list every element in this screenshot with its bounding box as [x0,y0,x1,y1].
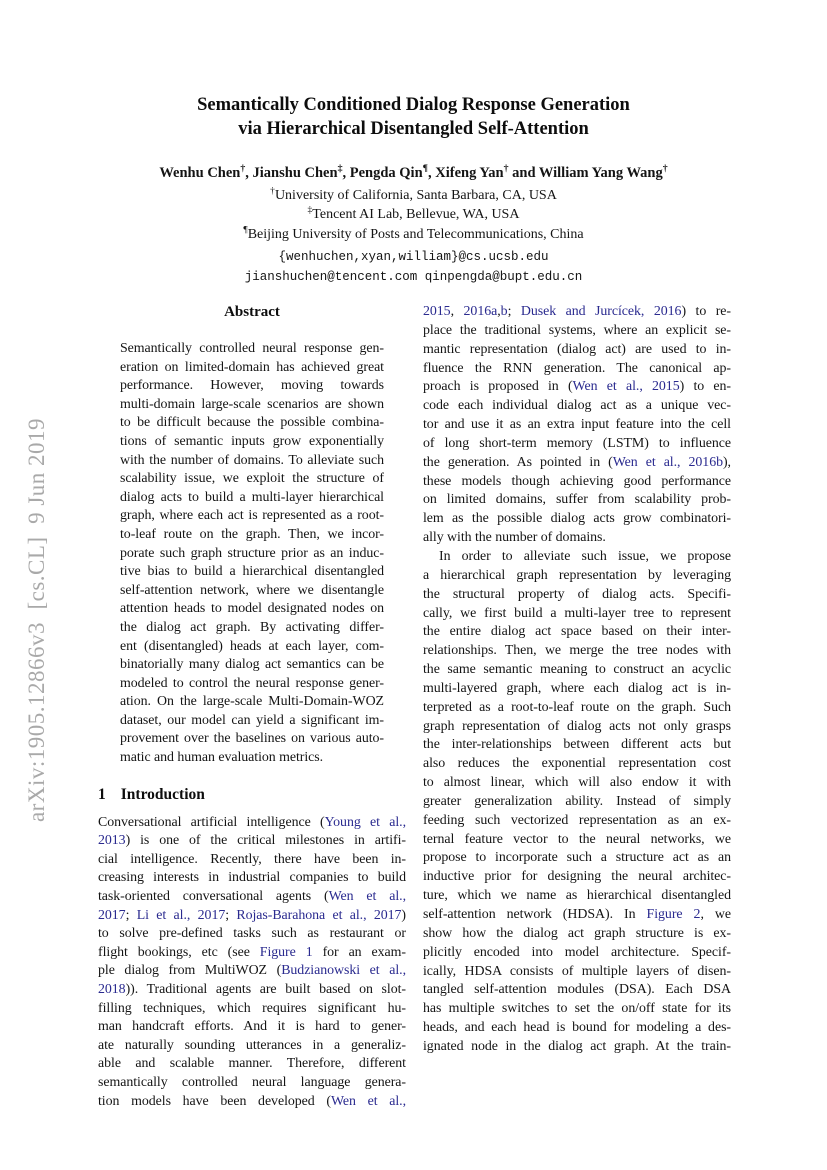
abstract-text [120,340,384,768]
text-line [120,359,384,378]
text-run: the structural property of dialog acts. Specifi- [423,586,731,602]
text-line [423,887,731,906]
text-run: the inter-relationships between different acts but [423,737,731,753]
text-run: plicitly encoded into model architecture. Specif- [423,944,731,960]
citation-link[interactable]: Wen et al., [328,889,406,905]
text-run: and William Yang Wang [508,165,663,181]
text-run: , Jianshu Chen [245,165,338,181]
text-run: graph representation of dialog acts not only grasps [423,718,731,734]
text-run: Tencent AI Lab, Bellevue, WA, USA [312,207,520,223]
abstract-heading: Abstract [224,304,280,320]
email-line: jianshuchen@tencent.com qinpengda@bupt.edu.cn [244,269,583,284]
text-run: binatorially many dialog act semantics can be [120,657,384,673]
superscript-mark: † [240,163,246,175]
text-run: ture, which we name as hierarchical disentangled [423,888,731,904]
text-run: tive bias to build a hierarchical disentangled [120,564,384,580]
text-line [120,619,384,638]
text-run: ate naturally sounding utterances in a generaliz- [98,1037,406,1053]
text-run: man handcraft efforts. And it is hard to gener- [98,1019,406,1035]
text-run: proach is proposed in ( [423,379,573,395]
text-run: creasing interests in industrial companies to build [98,870,406,886]
text-line [423,605,731,624]
text-run: inductive prior for designing the neural architec- [423,869,731,885]
text-run: self-attention network (HDSA). In [423,907,647,922]
text-run: eration on limited-domain has achieved great [120,359,384,375]
text-run: , Xifeng Yan [427,165,504,181]
emails-block [0,247,827,287]
text-line [423,963,731,982]
text-run: Wenhu Chen [159,165,241,181]
text-line [120,489,384,508]
text-run: to-leaf route on the graph. Then, we incor- [120,526,384,542]
text-line [423,1038,731,1057]
citation-link[interactable]: Li et al., 2017 [136,907,226,923]
text-line [423,341,731,360]
citation-link[interactable]: Wen et al., [330,1093,406,1109]
citation-link[interactable]: Wen et al., 2016b [612,454,723,470]
text-run: ple dialog from MultiWOZ ( [98,963,282,979]
citation-link[interactable]: Figure 2 [646,907,701,922]
text-run: has multiple switches to set the on/off state for its [423,1001,731,1017]
text-line [120,452,384,471]
text-line [98,981,406,1000]
text-run: graph, where each act is represented as a root- [120,508,384,524]
text-run: mantic representation (dialog act) are used to in- [423,341,731,357]
text-run: the generation. As pointed in ( [423,454,613,470]
text-line [423,849,731,868]
text-line [423,736,731,755]
text-line [423,529,731,548]
text-run: of long short-term memory (LSTM) to influence [423,435,731,451]
text-line [120,600,384,619]
text-run: , [450,304,464,319]
text-line [423,548,731,567]
superscript-mark: ‡ [337,163,343,175]
text-line [423,416,731,435]
text-run: task-oriented conversational agents ( [98,889,329,905]
text-line [423,586,731,605]
text-line [120,749,384,768]
text-run: tions of semantic inputs grow exponentially [120,433,384,449]
text-line [98,888,406,907]
title-line-2: via Hierarchical Disentangled Self-Attention [238,118,589,139]
text-line [98,925,406,944]
text-line [98,1055,406,1074]
text-run: scalability issue, we exploit the structure of [120,471,384,487]
section-title: Introduction [120,785,205,803]
text-line [98,814,406,833]
text-line [423,491,731,510]
text-run: ically, HDSA consists of multiple layers of disen- [423,963,731,979]
paper-header [0,0,827,287]
text-run: ; [225,907,237,923]
text-run: feeding such vectorized representation as an ex- [423,812,731,828]
text-run: terpreted as a root-to-leaf route on the graph. Such [423,699,731,715]
text-run: Conversational artificial intelligence ( [98,814,325,830]
text-line [423,868,731,887]
text-run: ternal feature vector to the neural networks, we [423,831,731,847]
text-run: the entire dialog act space based on their inter- [423,624,731,640]
text-line [423,303,731,322]
text-run: , Pengda Qin [342,165,423,181]
arxiv-watermark: arXiv:1905.12866v3 [cs.CL] 9 Jun 2019 [24,417,49,823]
section-heading-introduction [98,785,406,805]
text-line [120,693,384,712]
text-line [423,774,731,793]
affiliations-block [0,186,827,244]
text-run: also reduces the exponential representation cost [423,756,731,772]
text-line [120,582,384,601]
text-line [120,470,384,489]
text-run: able and scalable manner. Therefore, different [98,1056,406,1072]
citation-link[interactable]: Figure 1 [259,944,313,960]
text-line [120,377,384,396]
text-line [423,812,731,831]
paper-title [0,94,827,141]
citation-link[interactable]: Dusek and Jurcícek, 2016 [520,304,682,319]
text-run: ; [125,907,137,923]
text-line [423,1000,731,1019]
text-line [423,699,731,718]
text-line [120,656,384,675]
text-run: matic and human evaluation metrics. [120,750,324,766]
text-run: ation. On the large-scale Multi-Domain-WOZ [120,694,384,710]
citation-link[interactable]: Young et al., [324,814,406,830]
text-line [423,435,731,454]
text-line [423,925,731,944]
text-line [98,869,406,888]
text-line [423,793,731,812]
text-line [423,755,731,774]
text-line [120,396,384,415]
citation-link[interactable]: b [500,304,508,319]
authors-line [0,164,827,182]
text-run: self-attention network, where we disentangle [120,582,384,598]
text-line [423,322,731,341]
text-run: semantically controlled neural language genera- [98,1074,406,1090]
text-run: ignated node in the dialog act graph. At the train- [423,1038,731,1054]
text-run: ), [722,454,731,470]
text-run: provement over the baselines on various auto- [120,731,384,747]
text-line [120,563,384,582]
citation-link[interactable]: 2015 [423,304,451,319]
text-line [423,981,731,1000]
affiliation-line [0,225,827,244]
text-run: to be difficult because the possible combina- [120,415,384,431]
text-line [98,962,406,981]
text-run: these models though achieving good performance [423,473,731,489]
citation-link[interactable]: Rojas-Barahona et al., 2017 [236,907,402,923]
superscript-mark: ¶ [243,224,248,235]
text-line [120,712,384,731]
text-run: for an exam- [312,944,406,960]
text-line [98,832,406,851]
text-run: fluence the RNN generation. The canonical ap- [423,360,731,376]
text-line [120,433,384,452]
title-line-1: Semantically Conditioned Dialog Response Generation [197,95,630,115]
text-line [98,944,406,963]
text-run: with the number of domains. To alleviate such [120,452,384,468]
right-column [423,303,731,1057]
text-line [423,473,731,492]
citation-link[interactable]: 2013 [98,833,126,849]
text-line [423,680,731,699]
text-run: tion models have been developed ( [98,1093,331,1109]
text-run: flight bookings, etc (see [98,944,260,960]
text-line [120,507,384,526]
text-line [423,831,731,850]
text-run: relationships. Then, we merge the tree nodes with [423,643,731,659]
text-run: Beijing University of Posts and Telecommunications, China [247,226,584,242]
superscript-mark: ‡ [307,205,313,216]
text-run: a hierarchical graph representation by leveraging [423,567,731,583]
introduction-text-right [423,303,731,1057]
text-run: cally, we first build a multi-layer tree to represent [423,605,731,621]
affiliation-line [0,205,827,224]
text-line [120,414,384,433]
text-run: dataset, our model can yield a significant im- [120,712,384,728]
text-run: ) is one of the critical milestones in artifi- [125,833,406,849]
text-run: In order to alleviate such issue, we propose [439,548,731,564]
text-line [120,340,384,359]
text-line [423,906,731,925]
text-line [120,675,384,694]
text-line [423,567,731,586]
text-run: porate such graph structure prior as an induc- [120,545,384,561]
text-line [120,730,384,749]
text-run: the dialog act graph. By activating differ- [120,619,384,635]
text-run: filling techniques, which requires significant hu- [98,1000,406,1016]
text-run: cial intelligence. Recently, there have been in- [98,851,406,867]
text-run: the same semantic meaning to construct an acyclic [423,662,731,678]
superscript-mark: † [270,186,275,197]
text-run: ; [507,304,521,319]
text-run: greater generalization ability. Instead of simply [423,793,731,809]
text-line [423,623,731,642]
citation-link[interactable]: 2016a [463,304,498,319]
text-run: , [497,304,501,319]
text-run: propose to incorporate such a structure act as an [423,850,731,866]
text-run: ally with the number of domains. [423,530,606,546]
text-run: attention heads to model designated nodes on [120,601,384,617]
superscript-mark: † [503,163,509,175]
text-run: ) to re- [681,304,731,319]
text-run: lem as the possible dialog acts grow combinatori- [423,511,731,527]
text-line [423,397,731,416]
text-line [423,454,731,473]
affiliation-line [0,186,827,205]
citation-link[interactable]: Wen et al., 2015 [572,379,680,395]
text-run: tor and use it as an extra input feature into the cell [423,417,731,433]
text-line [98,851,406,870]
text-line [423,642,731,661]
superscript-mark: ¶ [422,163,428,175]
text-run: University of California, Santa Barbara, CA, USA [274,188,557,203]
text-line [98,1018,406,1037]
superscript-mark: † [662,163,668,175]
text-line [423,378,731,397]
text-run: tangled self-attention modules (DSA). Each DSA [423,982,731,998]
text-run: to solve pre-defined tasks such as restaurant or [98,926,406,942]
text-line [423,360,731,379]
text-run: Semantically controlled neural response gen- [120,341,384,356]
text-line [423,661,731,680]
text-run: dialog acts to build a multi-layer hierarchical [120,489,384,505]
citation-link[interactable]: 2017 [98,907,126,923]
text-line [423,510,731,529]
text-line [98,1000,406,1019]
text-run: )). Traditional agents are built based on slot- [125,982,406,997]
text-run: ent (disentangled) heads at each layer, com- [120,638,384,654]
text-line [98,1074,406,1093]
text-line [120,638,384,657]
left-column [98,303,406,1111]
introduction-text-left [98,814,406,1112]
text-run: modeled to control the neural response gener- [120,675,384,691]
citation-link[interactable]: Budzianowski et al., [281,963,406,979]
text-run: code each individual dialog act as a unique vec- [423,398,731,414]
citation-link[interactable]: 2018 [98,982,126,997]
text-run: heads, and each head is bound for modeling a des- [423,1020,731,1036]
text-line [423,718,731,737]
text-run: multi-layered graph, where each dialog act is in- [423,680,731,696]
text-line [120,545,384,564]
text-line [98,1037,406,1056]
text-line [98,907,406,926]
text-line [423,944,731,963]
text-run: multi-domain large-scale scenarios are shown [120,396,384,412]
text-line [120,526,384,545]
text-run: performance. However, moving towards [120,378,384,394]
text-run: place the traditional systems, where an explicit se- [423,322,731,338]
email-line: {wenhuchen,xyan,william}@cs.ucsb.edu [278,249,549,264]
text-line [423,1019,731,1038]
text-run: , we [700,907,732,922]
text-run: ) to en- [679,379,731,395]
text-line [98,1093,406,1112]
text-run: on limited domains, suffer from scalability prob- [423,492,731,508]
text-run: to almost linear, which will also endow it with [423,775,731,791]
text-run: ) [401,907,406,923]
section-number: 1 [98,785,106,803]
text-run: show how the dialog act graph structure is ex- [423,925,731,941]
